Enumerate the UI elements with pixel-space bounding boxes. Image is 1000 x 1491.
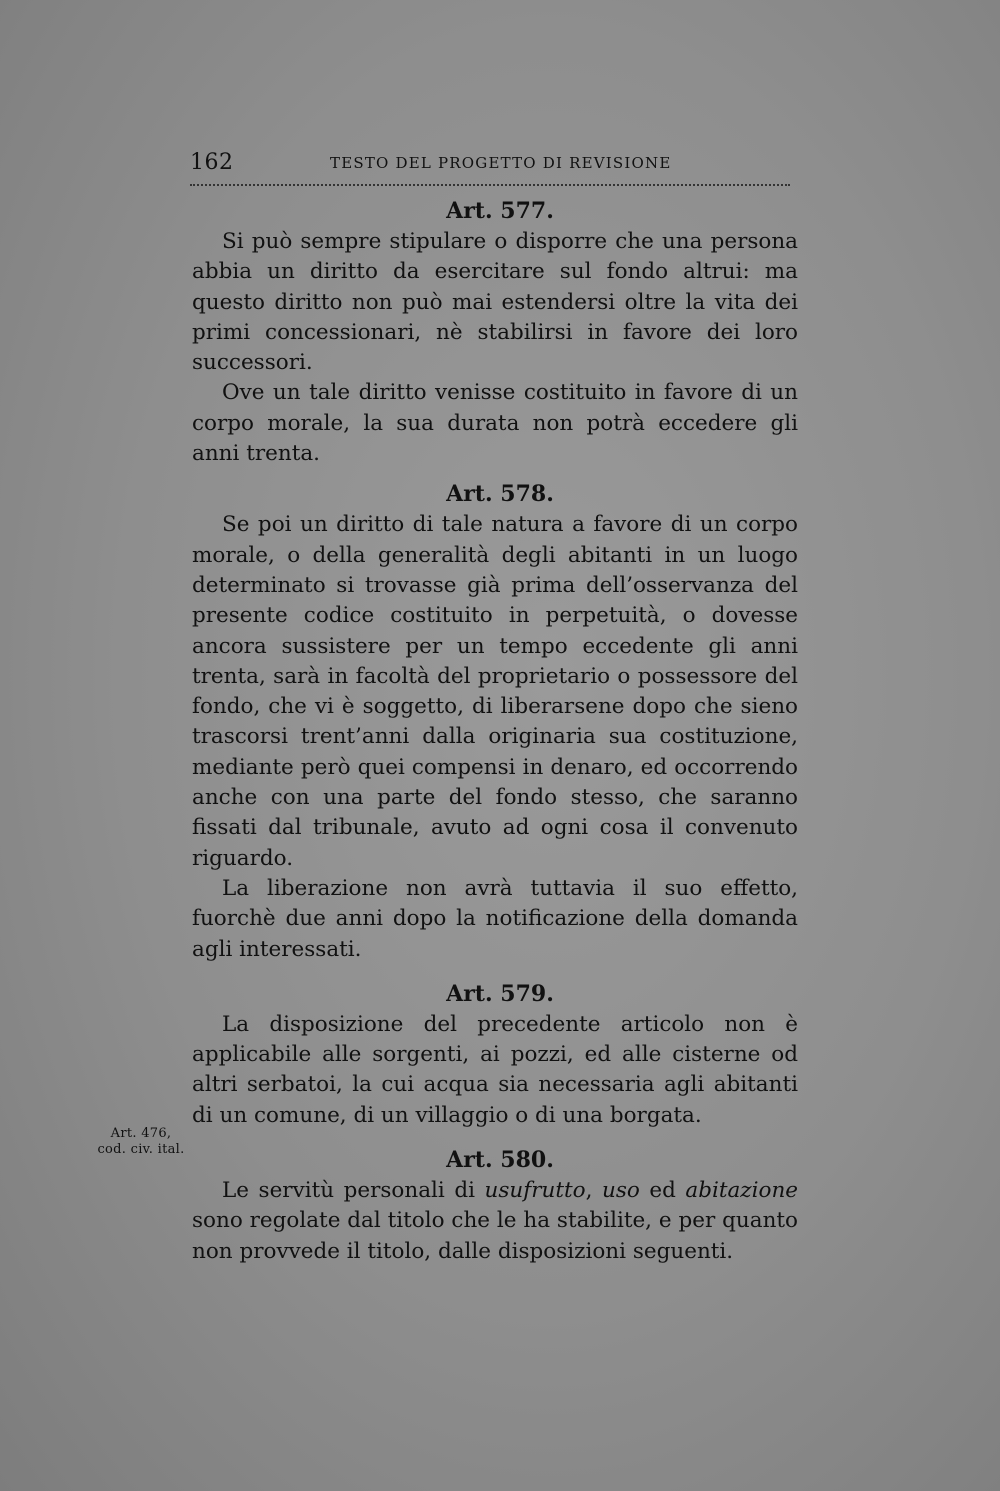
- article-580-text-3: ed: [639, 1178, 686, 1204]
- margin-note: [96, 1126, 186, 1158]
- article-578-title: Art. 578.: [446, 481, 554, 508]
- article-580-text-4: sono regolate dal titolo che le ha stabilite, e per quanto non provvede il titolo, dalle disposizioni seguenti.: [192, 1208, 798, 1264]
- margin-note-line-1: Art. 476,: [110, 1126, 172, 1141]
- article-580-usufrutto: usufrutto: [484, 1178, 586, 1204]
- article-579-title: Art. 579.: [446, 980, 554, 1007]
- article-580-abitazione: abitazione: [685, 1178, 799, 1204]
- margin-note-line-2: cod. civ. ital.: [97, 1142, 185, 1157]
- page-header: [190, 150, 790, 186]
- article-580-text-2: ,: [585, 1178, 602, 1204]
- page-number: 162: [190, 150, 234, 175]
- article-577-title: Art. 577.: [446, 198, 554, 224]
- article-579-paragraph-1: La disposizione del precedente articolo non è applicabile alle sorgenti, ai pozzi, ed alle cisterne od altri serbatoi, la cui acqua sia necessaria agli abitanti di un comune, di un villaggio o di una borgata.: [192, 1011, 798, 1128]
- article-580-text-1: Le servitù personali di: [222, 1178, 485, 1204]
- page-body: [192, 196, 798, 1267]
- article-580-paragraph-1: [192, 1176, 798, 1267]
- article-577-paragraph-1: Si può sempre stipulare o disporre che una persona abbia un diritto da esercitare sul fondo altrui: ma questo diritto non può mai estendersi oltre la vita dei primi concessionari, nè stabilirsi in favore dei loro successori.: [192, 229, 798, 376]
- article-580-uso: uso: [601, 1178, 640, 1204]
- article-578-paragraph-2: La liberazione non avrà tuttavia il suo effetto, fuorchè due anni dopo la notificazione della domanda agli interessati.: [192, 875, 798, 962]
- article-577-paragraph-2: Ove un tale diritto venisse costituito in favore di un corpo morale, la sua durata non potrà eccedere gli anni trenta.: [192, 380, 798, 467]
- article-578-paragraph-1: Se poi un diritto di tale natura a favore di un corpo morale, o della generalità degli abitanti in un luogo determinato si trovasse già prima dell’osservanza del presente codice costituito in perpetuità, o dovesse ancora sussistere per un tempo eccedente gli anni trenta, sarà in facoltà del proprietario o possessore del fondo, che vi è soggetto, di liberarsene dopo che sieno trascorsi trent’anni dalla originaria sua costituzione, mediante però quei compensi in denaro, ed occorrendo anche con una parte del fondo stesso, che saranno fissati dal tribunale, avuto ad ogni cosa il convenuto riguardo.: [192, 512, 798, 871]
- running-head: TESTO DEL PROGETTO DI REVISIONE: [330, 154, 672, 172]
- article-580-title: Art. 580.: [446, 1147, 554, 1174]
